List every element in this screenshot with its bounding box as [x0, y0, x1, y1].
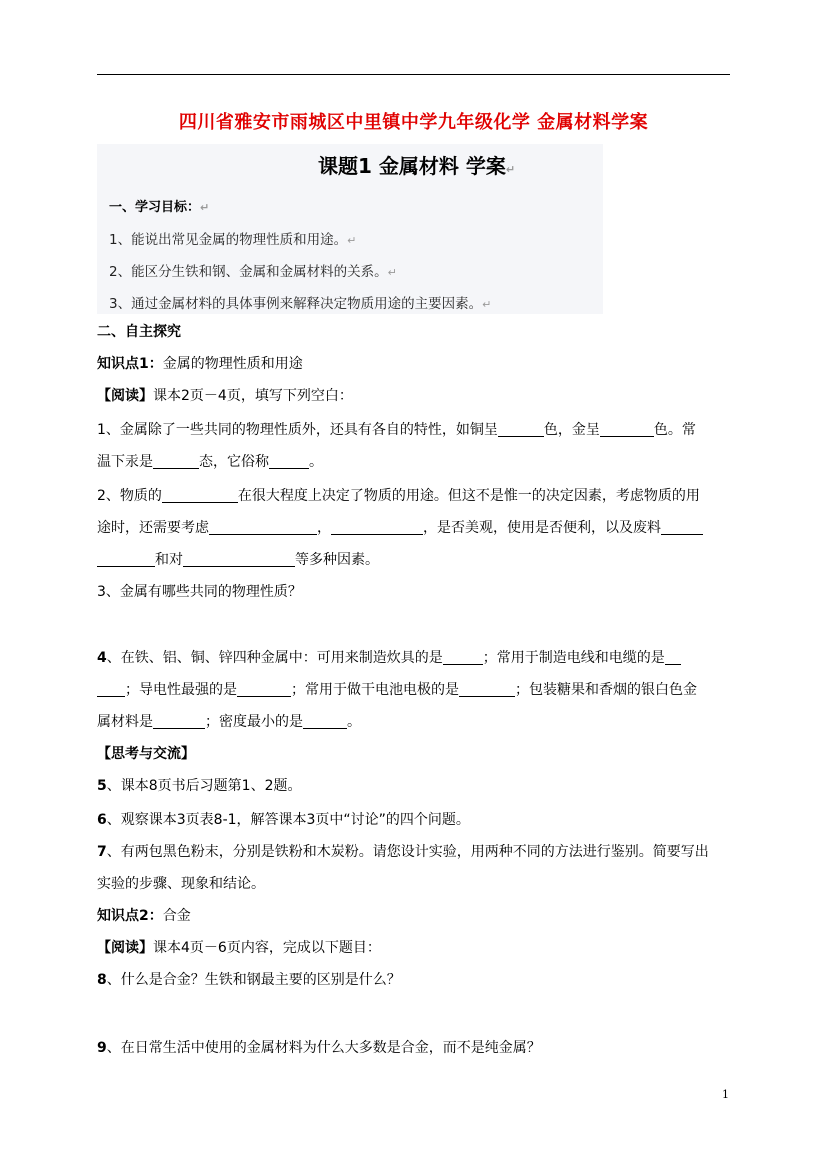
answer-blank[interactable] — [269, 453, 309, 469]
goal-item: 2、能区分生铁和钢、金属和金属材料的关系。↵ — [109, 264, 397, 280]
question-7-line-2: 实验的步骤、现象和结论。 — [97, 876, 265, 892]
knowledge-point-2: 知识点2：合金 — [97, 908, 191, 924]
question-1-line-1: 1、金属除了一些共同的物理性质外，还具有各自的特性，如铜呈 色，金呈 色。常 — [97, 422, 696, 438]
question-4-line-3: 属材料是 ；密度最小的是 。 — [97, 714, 361, 730]
goal-item: 1、能说出常见金属的物理性质和用途。↵ — [109, 232, 357, 248]
question-7-line-1: 7、有两包黑色粉末，分别是铁粉和木炭粉。请您设计实验，用两种不同的方法进行鉴别。简要写出 — [97, 844, 709, 860]
question-1-line-2: 温下汞是 态，它俗称 。 — [97, 454, 323, 470]
document-title: 四川省雅安市雨城区中里镇中学九年级化学 金属材料学案 — [178, 112, 649, 133]
answer-blank[interactable] — [443, 649, 483, 665]
reading-instruction-1: 【阅读】课本2页－4页，填写下列空白： — [97, 388, 353, 404]
goal-heading: 一、学习目标：↵ — [109, 200, 210, 215]
answer-blank[interactable] — [498, 421, 544, 437]
question-2-line-1: 2、物质的 在很大程度上决定了物质的用途。但这不是惟一的决定因素，考虑物质的用 — [97, 488, 700, 504]
answer-blank[interactable] — [97, 681, 125, 697]
answer-blank[interactable] — [209, 519, 317, 535]
reading-instruction-2: 【阅读】课本4页－6页内容，完成以下题目： — [97, 940, 381, 956]
answer-blank[interactable] — [665, 649, 681, 665]
answer-blank[interactable] — [237, 681, 291, 697]
question-3: 3、金属有哪些共同的物理性质？ — [97, 584, 302, 600]
answer-blank[interactable] — [97, 551, 155, 567]
answer-blank[interactable] — [600, 421, 654, 437]
answer-blank[interactable] — [661, 519, 703, 535]
answer-blank[interactable] — [153, 713, 205, 729]
think-exchange-heading: 【思考与交流】 — [97, 746, 195, 762]
question-8: 8、什么是合金？生铁和钢最主要的区别是什么？ — [97, 972, 401, 988]
question-9: 9、在日常生活中使用的金属材料为什么大多数是合金，而不是纯金属？ — [97, 1040, 541, 1056]
answer-blank[interactable] — [183, 551, 295, 567]
header-rule — [97, 74, 730, 75]
page-number: 1 — [722, 1088, 729, 1101]
answer-blank[interactable] — [153, 453, 199, 469]
question-4-line-1: 4、在铁、铝、铜、锌四种金属中：可用来制造炊具的是 ；常用于制造电线和电缆的是 — [97, 648, 681, 668]
question-2-line-3: 和对 等多种因素。 — [97, 550, 379, 570]
answer-blank[interactable] — [331, 519, 423, 535]
goal-item: 3、通过金属材料的具体事例来解释决定物质用途的主要因素。↵ — [109, 296, 492, 312]
answer-blank[interactable] — [459, 681, 515, 697]
section-heading: 二、自主探究 — [97, 324, 181, 340]
question-6: 6、观察课本3页表8-1，解答课本3页中“讨论”的四个问题。 — [97, 812, 470, 828]
embedded-title: 课题1 金属材料 学案↵ — [318, 154, 516, 178]
question-4-line-2: ；导电性最强的是 ；常用于做干电池电极的是 ；包装糖果和香烟的银白色金 — [97, 680, 697, 700]
question-2-line-2: 途时，还需要考虑 ， ，是否美观，使用是否便利，以及废料 — [97, 518, 703, 538]
answer-blank[interactable] — [303, 713, 347, 729]
knowledge-point-1: 知识点1：金属的物理性质和用途 — [97, 356, 303, 372]
answer-blank[interactable] — [162, 487, 238, 503]
question-5: 5、课本8页书后习题第1、2题。 — [97, 778, 302, 794]
